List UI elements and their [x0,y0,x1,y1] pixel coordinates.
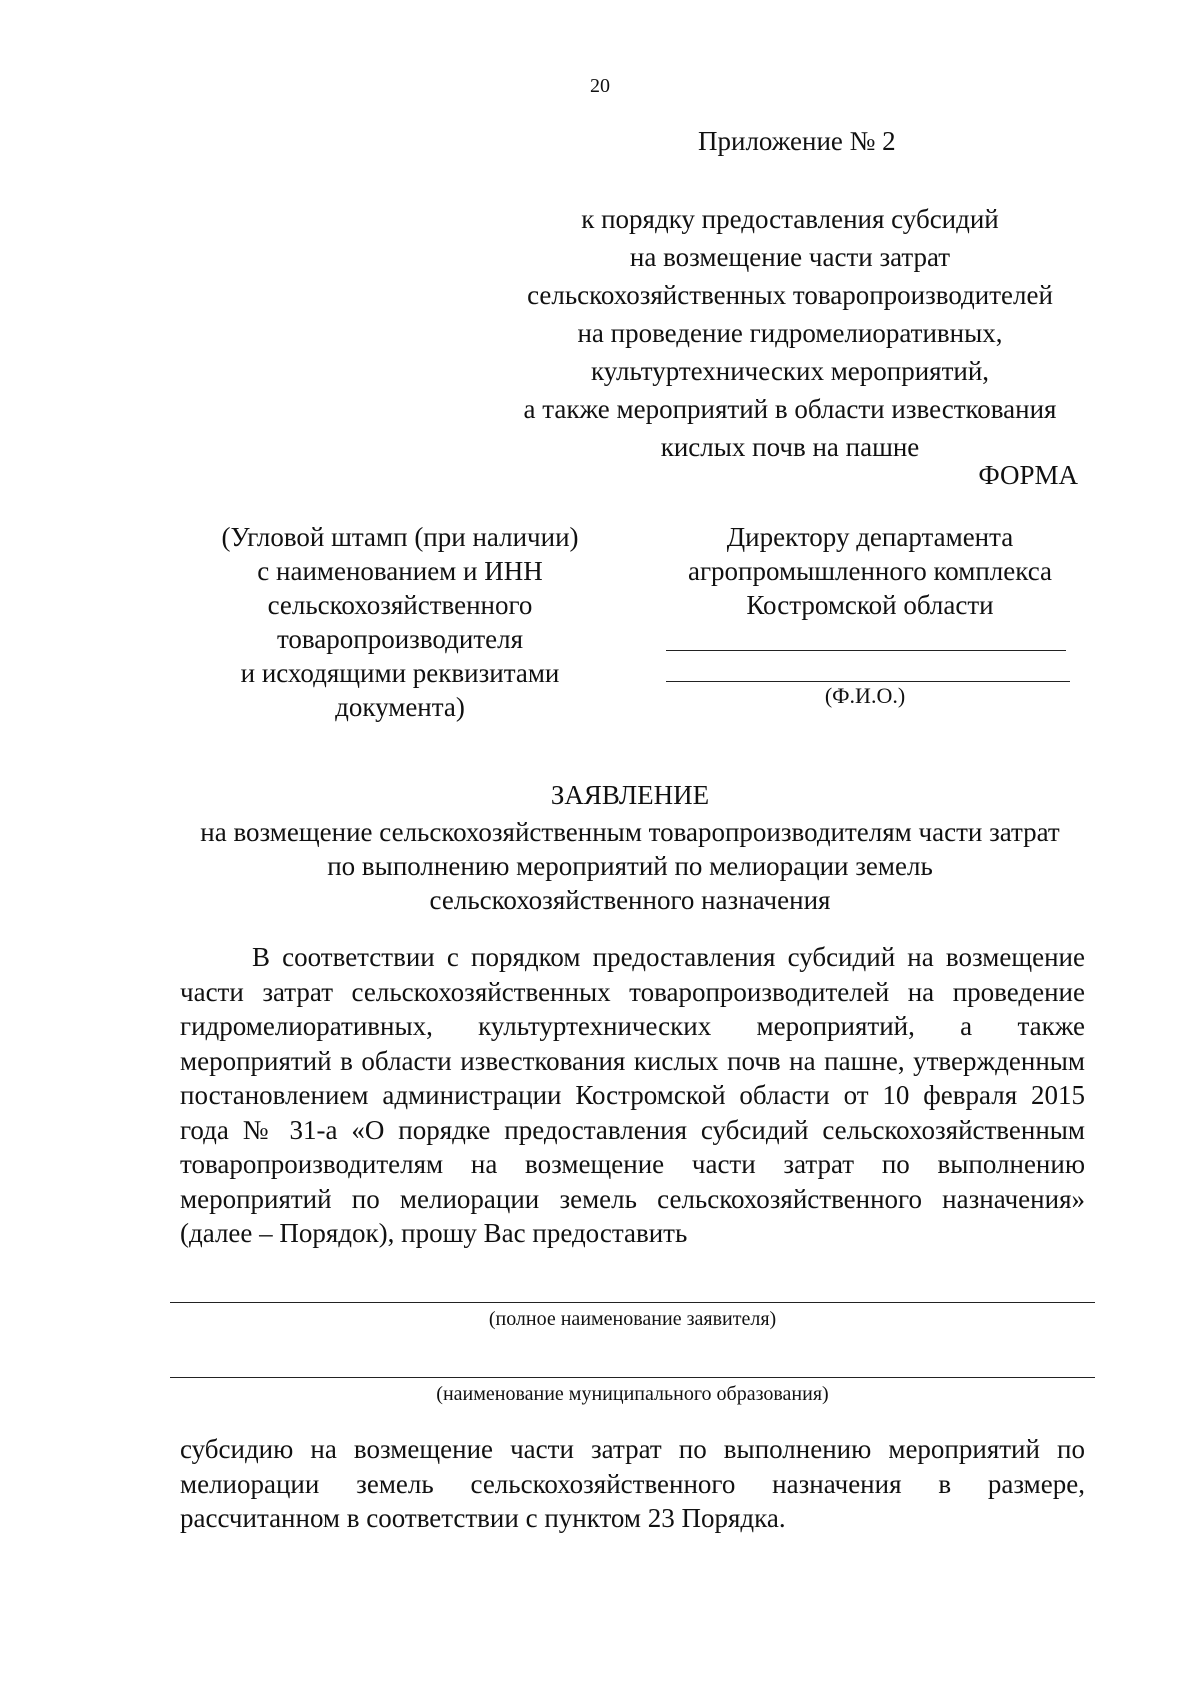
stamp-line: и исходящими реквизитами [240,658,560,688]
addressee-name-line-2[interactable] [666,681,1070,682]
addressee-line: Костромской области [746,590,994,620]
document-title: ЗАЯВЛЕНИЕ [550,780,710,810]
addressee-block [650,520,1090,622]
stamp-line: с наименованием и ИНН [257,556,543,586]
fio-caption: (Ф.И.О.) [824,683,906,708]
appendix-line: к порядку предоставления субсидий [581,204,999,234]
body-paragraph: В соответствии с порядком предоставления субсидий на возмещение части затрат сельскохозяйственных товаропроизводителей на проведение гидромелиоративных, культуртехнических мероприятий, а также мероприятий в области известкования кислых почв на пашне, утвержденным постановлением администрации Костромской области от 10 февраля 2015 года № 31-а «О порядке предоставления субсидий сельскохозяйственным товаропроизводителям на возмещение части затрат по выполнению мероприятий по мелиорации земель сельскохозяйственного назначения» (далее – Порядок), прошу Вас предоставить [180,942,1085,1248]
municipality-caption: (наименование муниципального образования) [436,1383,829,1405]
addressee-line: агропромышленного комплекса [688,556,1052,586]
stamp-line: сельскохозяйственного [267,590,533,620]
page-number: 20 [590,75,610,97]
municipality-line[interactable] [170,1377,1095,1378]
appendix-description [500,200,1080,466]
form-label: ФОРМА [978,460,1078,490]
closing-paragraph: субсидию на возмещение части затрат по выполнению мероприятий по мелиорации земель сельскохозяйственного назначения в размере, рассчитанном в соответствии с пунктом 23 Порядка. [180,1434,1085,1533]
appendix-line: культуртехнических мероприятий, [590,356,990,386]
subtitle-line: по выполнению мероприятий по мелиорации земель [327,851,933,881]
appendix-line: кислых почв на пашне [660,432,920,462]
addressee-line: Директору департамента [726,522,1014,552]
appendix-line: на возмещение части затрат [629,242,951,272]
applicant-name-line[interactable] [170,1302,1095,1303]
appendix-line: на проведение гидромелиоративных, [577,318,1003,348]
corner-stamp-block [180,520,620,724]
subtitle-line: сельскохозяйственного назначения [429,885,831,915]
applicant-caption: (полное наименование заявителя) [488,1308,777,1330]
document-subtitle [170,815,1090,917]
stamp-line: документа) [335,692,465,722]
appendix-title: Приложение № 2 [698,126,896,156]
appendix-line: сельскохозяйственных товаропроизводителей [527,280,1053,310]
subtitle-line: на возмещение сельскохозяйственным товаропроизводителям части затрат [200,817,1060,847]
appendix-line: а также мероприятий в области известкования [523,394,1057,424]
stamp-line: (Угловой штамп (при наличии) [221,522,579,552]
addressee-name-line-1[interactable] [666,650,1066,651]
stamp-line: товаропроизводителя [276,624,524,654]
